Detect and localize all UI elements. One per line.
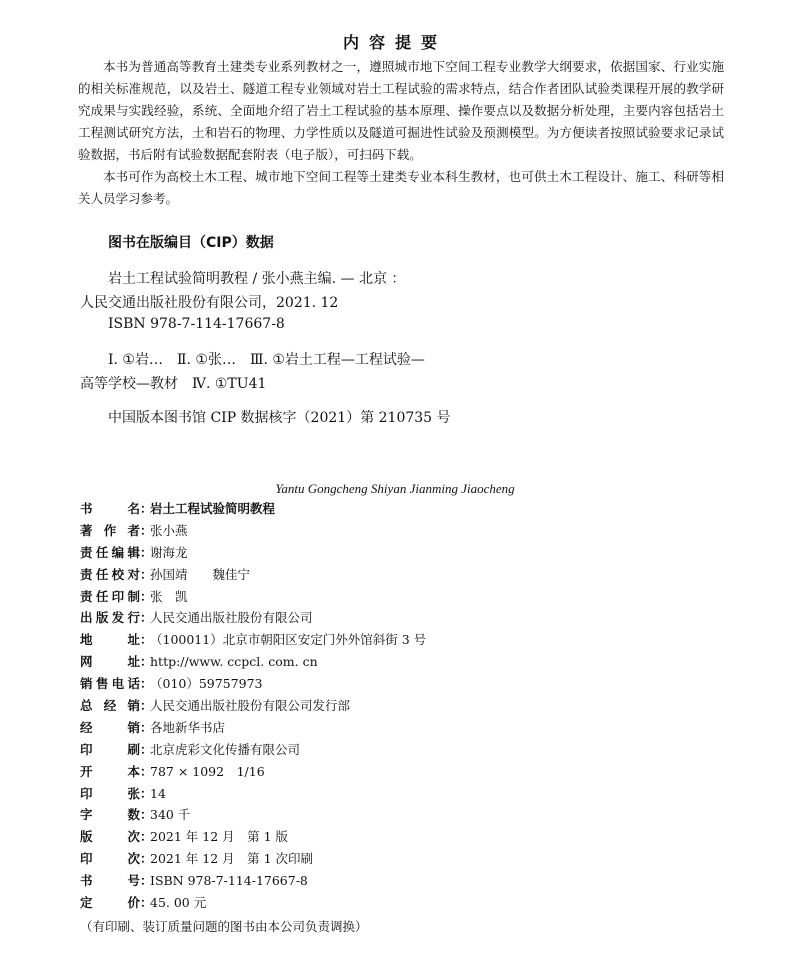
info-label: 书 号: [80, 873, 140, 889]
info-colon: ：: [140, 829, 153, 845]
info-row: [80, 499, 740, 521]
info-colon: ：: [140, 522, 153, 538]
pinyin-title: Yantu Gongcheng Shiyan Jianming Jiaocheng: [275, 481, 515, 496]
info-row: [80, 871, 740, 893]
cip-heading: 图书在版编目（CIP）数据: [108, 235, 274, 251]
info-value: （010）59757973: [150, 676, 263, 692]
cip-line: 岩土工程试验简明教程 / 张小燕主编. — 北京 ：: [108, 271, 406, 287]
info-colon: ：: [140, 763, 153, 779]
info-value: 2021 年 12 月 第 1 版: [150, 829, 289, 845]
info-row: [80, 740, 740, 762]
info-colon: ：: [140, 719, 153, 735]
info-label: 责 任 校 对: [80, 566, 140, 582]
info-note: （有印刷、装订质量问题的图书由本公司负责调换）: [80, 918, 368, 934]
info-colon: ：: [140, 741, 153, 757]
info-label: 印 张: [80, 785, 140, 801]
cip-line: Ⅰ. ①岩… Ⅱ. ①张… Ⅲ. ①岩土工程—工程试验—: [108, 352, 425, 368]
info-colon: ：: [140, 610, 153, 626]
cip-line: ISBN 978-7-114-17667-8: [108, 316, 285, 332]
info-row: [80, 630, 740, 652]
info-value: 谢海龙: [150, 544, 188, 560]
info-row: [80, 762, 740, 784]
summary-paragraph: 本书为普通高等教育土建类专业系列教材之一，遵照城市地下空间工程专业教学大纲要求，依据国家、行业实施的相关标准规范，以及岩土、隧道工程专业领域对岩土工程试验的需求特点，结合作者团队试验类课程开展的教学研究成果与实践经验，系统、全面地介绍了岩土工程试验的基本原理、操作要点以及数据分析处理，主要内容包括岩土工程测试研究方法，土和岩石的物理、力学性质以及隧道可掘进性试验及预测模型。为方便读者按照试验要求记录试验数据，书后附有试验数据配套附表（电子版），可扫码下载。: [78, 59, 724, 162]
info-value: 张小燕: [150, 522, 188, 538]
info-colon: ：: [140, 785, 153, 801]
info-colon: ：: [140, 654, 153, 670]
publication-info: [80, 499, 740, 939]
info-value: http://www. ccpcl. com. cn: [150, 654, 318, 670]
info-value: 14: [150, 785, 166, 801]
info-colon: ：: [140, 676, 153, 692]
info-row: [80, 718, 740, 740]
summary-title: 内容提要: [342, 33, 447, 52]
info-row: [80, 608, 740, 630]
info-label: 责 任 编 辑: [80, 544, 140, 560]
info-label: 定 价: [80, 895, 140, 911]
info-label: 印 刷: [80, 741, 140, 757]
info-label: 责 任 印 制: [80, 588, 140, 604]
cip-line: 中国版本图书馆 CIP 数据核字（2021）第 210735 号: [108, 410, 451, 426]
info-label: 网 址: [80, 654, 140, 670]
cip-line: 人民交通出版社股份有限公司，2021. 12: [80, 295, 339, 311]
info-value: 张 凯: [150, 588, 188, 604]
info-colon: ：: [140, 807, 153, 823]
info-row: [80, 543, 740, 565]
info-value: 人民交通出版社股份有限公司发行部: [150, 698, 351, 714]
info-label: 出 版 发 行: [80, 610, 140, 626]
info-row: [80, 565, 740, 587]
info-value: 45. 00 元: [150, 895, 207, 911]
info-colon: ：: [140, 566, 153, 582]
cip-line: 高等学校—教材 Ⅳ. ①TU41: [80, 376, 267, 392]
info-row: [80, 827, 740, 849]
info-label: 经 销: [80, 719, 140, 735]
info-label: 版 次: [80, 829, 140, 845]
summary-paragraph: 本书可作为高校土木工程、城市地下空间工程等土建类专业本科生教材，也可供土木工程设计、施工、科研等相关人员学习参考。: [78, 169, 724, 206]
info-label: 著 作 者: [80, 522, 140, 538]
info-row: [80, 652, 740, 674]
info-value: ISBN 978-7-114-17667-8: [150, 873, 308, 889]
info-row: [80, 696, 740, 718]
info-row: [80, 893, 740, 915]
info-colon: ：: [140, 544, 153, 560]
info-value: 孙国靖 魏佳宁: [150, 566, 251, 582]
info-label: 总 经 销: [80, 698, 140, 714]
info-colon: ：: [140, 588, 153, 604]
info-label: 开 本: [80, 763, 140, 779]
info-label: 印 次: [80, 851, 140, 867]
info-value: 岩土工程试验简明教程: [150, 501, 276, 516]
info-row: [80, 805, 740, 827]
info-value: （100011）北京市朝阳区安定门外外馆斜街 3 号: [150, 632, 427, 648]
info-value: 787 × 1092 1/16: [150, 763, 265, 779]
info-value: 340 千: [150, 807, 191, 823]
info-colon: ：: [140, 698, 153, 714]
info-row: [80, 784, 740, 806]
info-colon: ：: [140, 632, 153, 648]
info-label: 销 售 电 话: [80, 676, 140, 692]
info-label: 字 数: [80, 807, 140, 823]
info-row: [80, 587, 740, 609]
summary-body: [78, 56, 724, 210]
info-value: 各地新华书店: [150, 719, 226, 735]
info-colon: ：: [140, 851, 153, 867]
info-colon: ：: [140, 895, 153, 911]
info-value: 北京虎彩文化传播有限公司: [150, 741, 301, 757]
info-row: [80, 849, 740, 871]
info-row: [80, 521, 740, 543]
info-label: 地 址: [80, 632, 140, 648]
info-colon: ：: [140, 873, 153, 889]
info-label: 书 名: [80, 501, 140, 516]
info-value: 2021 年 12 月 第 1 次印刷: [150, 851, 314, 867]
info-colon: ：: [140, 501, 153, 516]
info-row: [80, 674, 740, 696]
info-value: 人民交通出版社股份有限公司: [150, 610, 313, 626]
